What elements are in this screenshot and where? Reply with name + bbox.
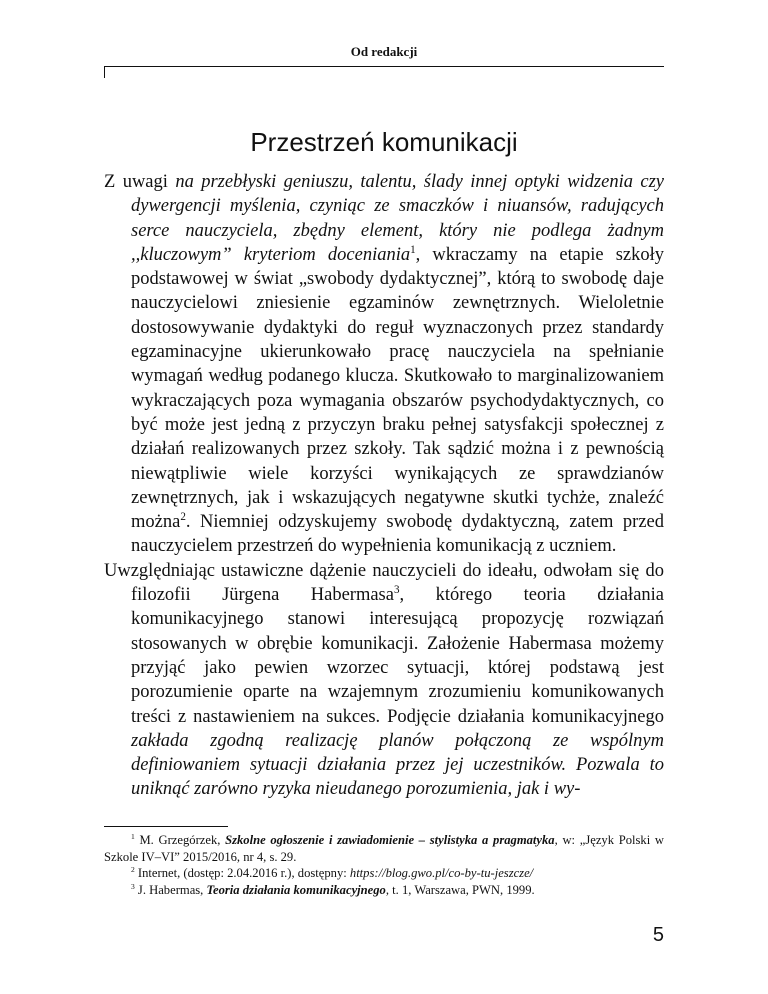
footnote-3	[104, 882, 664, 899]
footnote-2	[104, 865, 664, 882]
article-body	[104, 170, 664, 802]
page-number: 5	[652, 924, 664, 946]
paragraph-1-text-a: Z uwagi	[104, 172, 176, 192]
footnote-text: M. Grzegórzek,	[134, 833, 226, 847]
paragraph-1	[104, 170, 664, 559]
footnote-number: 3	[131, 881, 135, 891]
paragraph-1-italic: na przebłyski geniuszu, talentu, ślady innej optyki widzenia czy dywergencji myślenia, czyniąc ze smaczków i niuansów, radujących serce nauczyciela, zbędny element, który nie podlega żadnym ,,kluczowym” kryteriom doceniania	[131, 172, 665, 265]
footnote-text: , w: „Język Polski w Szkole IV–VI” 2015/2016, nr 4, s. 29.	[104, 833, 664, 864]
paragraph-2-italic: zakłada zgodną realizację planów połączoną ze wspólnym definiowaniem sytuacji działania przez jej uczestników. Pozwala to uniknąć zarówno ryzyka nieudanego porozumienia, jak i wy-	[131, 730, 664, 800]
footnotes	[104, 832, 664, 898]
paragraph-1-text-d: . Niemniej odzyskujemy swobodę dydaktyczną, zatem przed nauczycielem przestrzeń do wypełnienia komunikacją z uczniem.	[131, 512, 664, 557]
footnote-number: 1	[131, 831, 135, 841]
header-corner-mark	[104, 66, 105, 78]
footnote-ref-2[interactable]: 2	[180, 511, 186, 523]
article-title: Przestrzeń komunikacji	[250, 127, 518, 158]
footnote-separator	[104, 826, 228, 827]
footnote-title: Szkolne ogłoszenie i zawiadomienie – stylistyka a pragmatyka	[225, 833, 555, 847]
paragraph-2-text-a: Uwzględniając ustawiczne dążenie nauczycieli do ideału, odwołam się do filozofii Jürgena Habermasa	[104, 560, 664, 606]
paragraph-1-text-c: , wkraczamy na etapie szkoły podstawowej w świat „swobody dydaktycznej”, którą to swobodę daje nauczycielowi zniesienie egzaminów zewnętrznych. Wieloletnie dostosowywanie dydaktyki do reguł wyznaczonych przez standardy egzaminacyjne ukierunkowało pracę nauczyciela na spełnianie wymagań według podanego klucza. Skutkowało to marginalizowaniem wykraczających poza wymagania obszarów psychodydaktycznych, co być może jest jedną z przyczyn braku pełnej satysfakcji społecznej z działań realizowanych przez szkoły. Tak sądzić można i z pewnością niewątpliwie wiele korzyści wynikających ze sprawdzianów zewnętrznych, jak i wskazujących negatywne skutki tychże, znaleźć można	[131, 244, 664, 533]
footnote-text: Internet, (dostęp: 2.04.2016 r.), dostępny:	[134, 866, 350, 880]
footnote-title: Teoria działania komunikacyjnego	[206, 882, 386, 897]
footnote-link[interactable]: https://blog.gwo.pl/co-by-tu-jeszcze/	[349, 866, 534, 880]
footnote-text: , t. 1, Warszawa, PWN, 1999.	[385, 882, 535, 897]
footnote-ref-1[interactable]: 1	[410, 243, 416, 256]
section-name: Od redakcji	[350, 44, 418, 59]
footnote-number: 2	[131, 864, 135, 874]
footnote-text: J. Habermas,	[134, 882, 207, 897]
paragraph-2	[104, 559, 664, 802]
footnote-1	[104, 832, 664, 865]
paragraph-2-text-b: , którego teoria działania komunikacyjnego stanowi interesującą propozycję rozwiązań stosowanych w obrębie komunikacji. Założenie Habermasa możemy przyjąć jako pewien wzorzec sytuacji, której podstawą jest porozumienie oparte na wzajemnym zrozumieniu komunikowanych treści z nastawieniem na sukces. Podjęcie działania komunikacyjnego	[131, 585, 665, 727]
header-rule	[104, 66, 664, 67]
footnote-ref-3[interactable]: 3	[393, 583, 400, 596]
